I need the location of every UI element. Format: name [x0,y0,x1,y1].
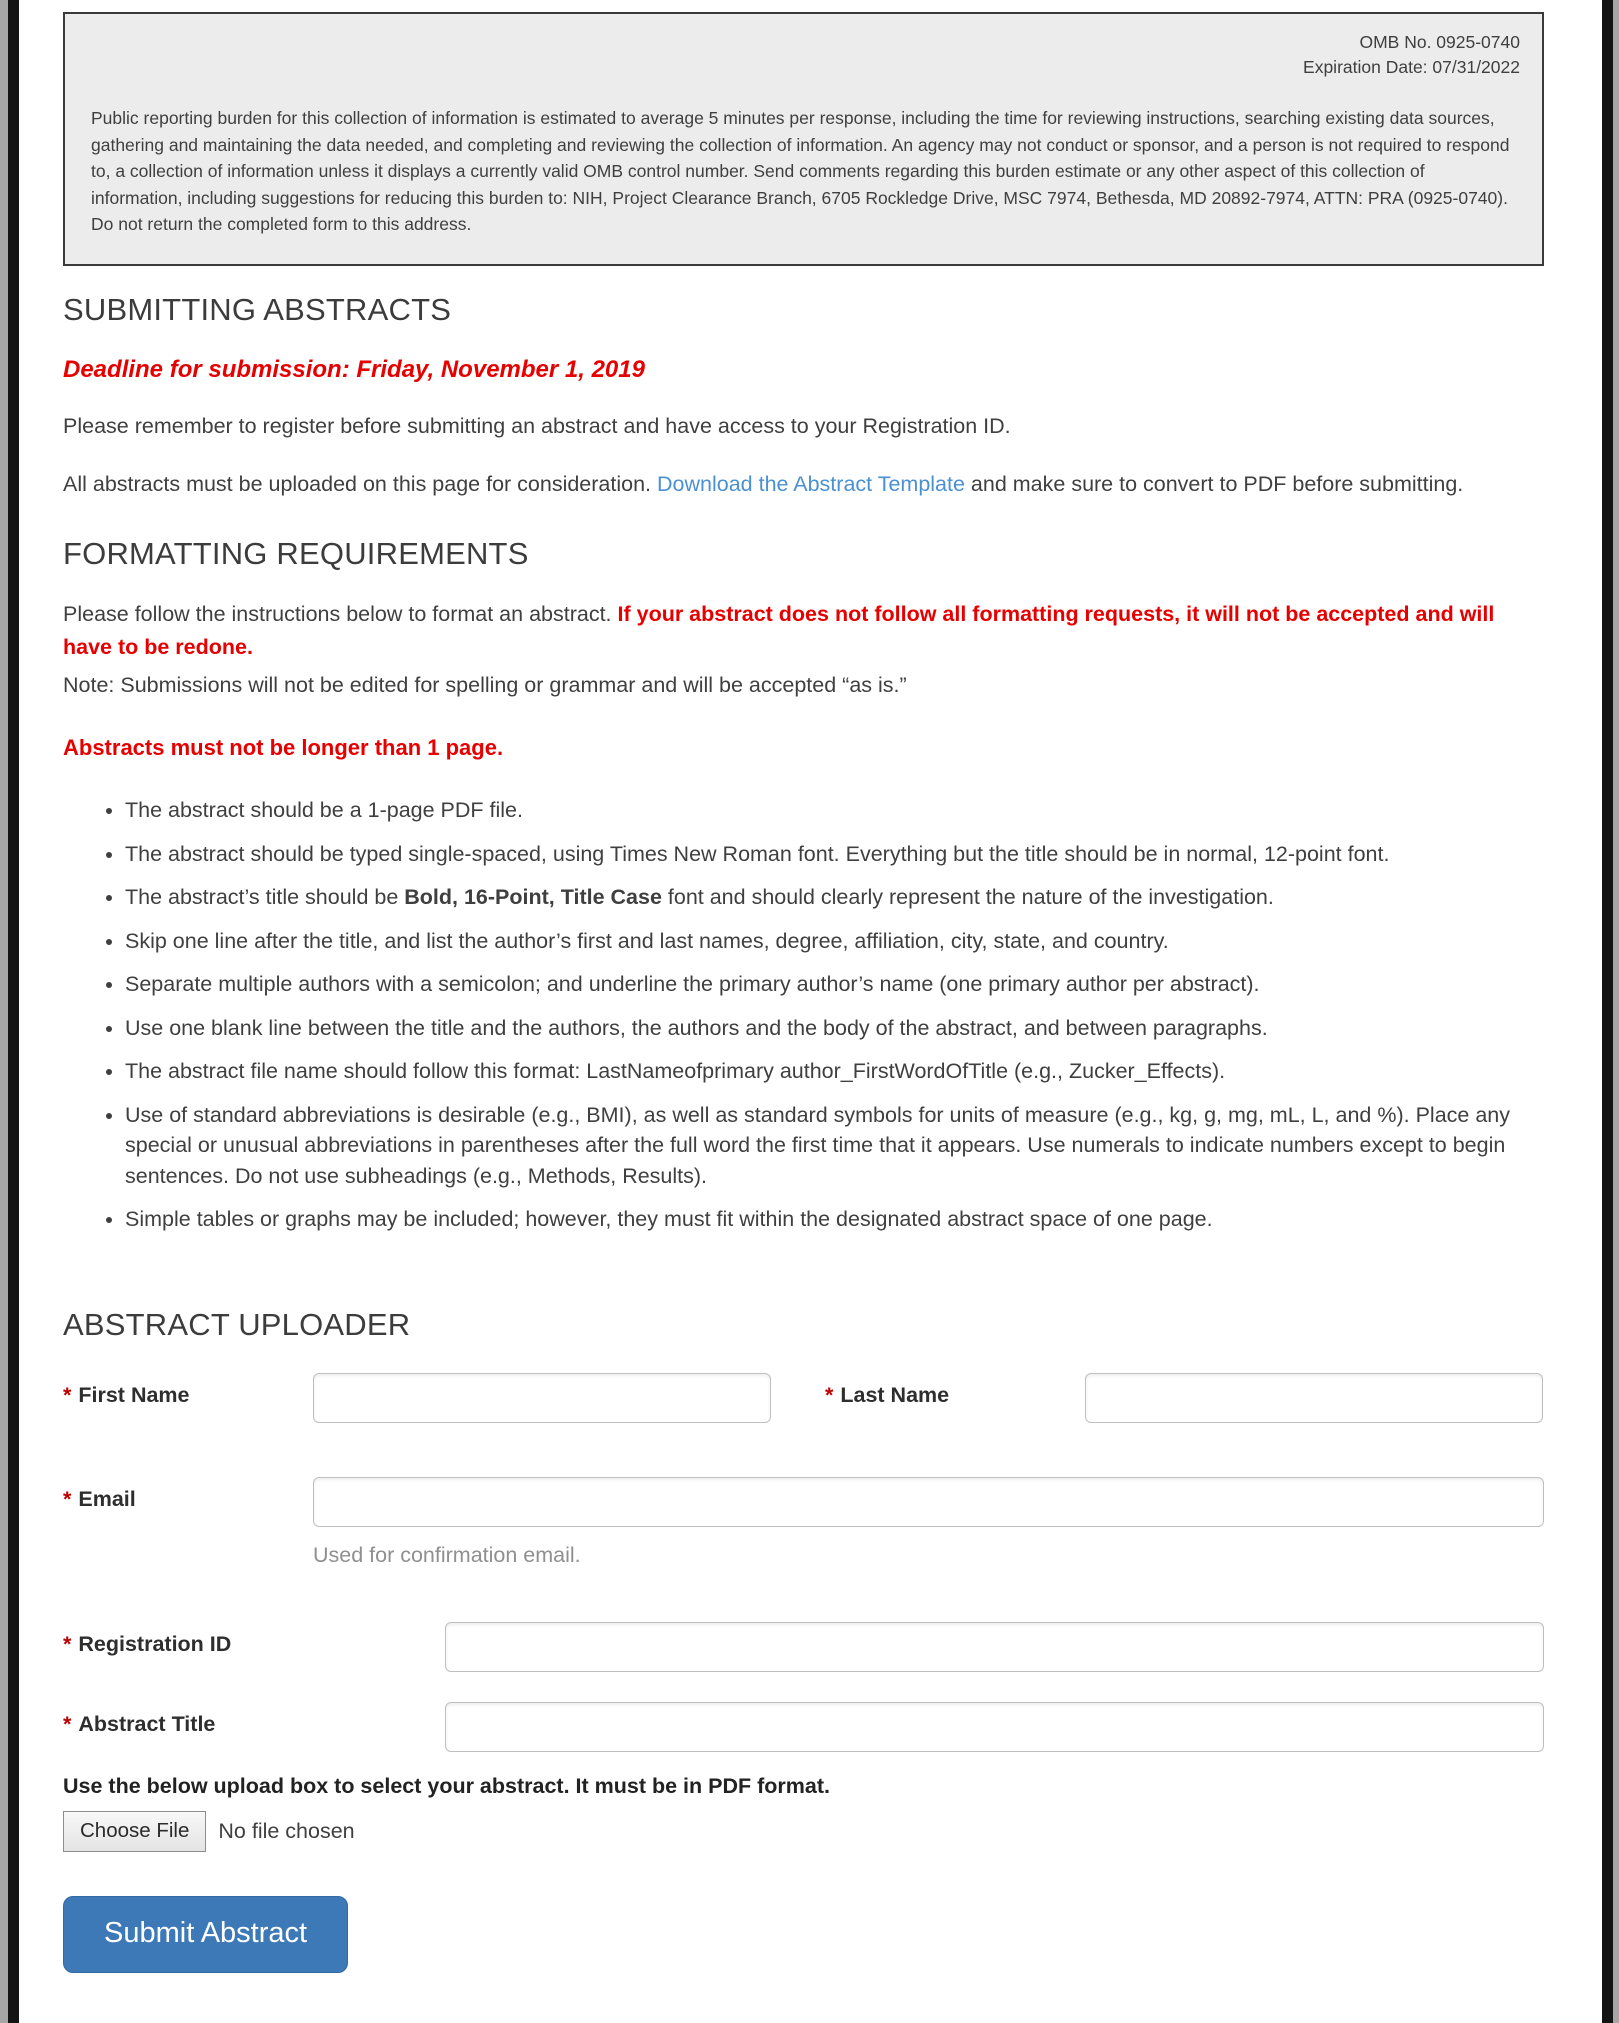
submitting-abstracts-heading: SUBMITTING ABSTRACTS [63,291,452,327]
registration-id-label: * Registration ID [63,1631,232,1656]
list-item: • The abstract’s title should be Bold, 16-Point, Title Case font and should clearly represent the nature of the investigation. [125,882,1544,913]
first-name-label: * First Name [63,1382,190,1407]
required-asterisk: * [63,1711,72,1736]
abstract-title-label: * Abstract Title [63,1711,216,1736]
formatting-instructions-text [63,598,1544,663]
page-limit-warning: Abstracts must not be longer than 1 page. [63,735,504,761]
list-item: • Skip one line after the title, and list the author’s first and last names, degree, affiliation, city, state, and country. [125,926,1544,957]
list-item: • Simple tables or graphs may be included; however, they must fit within the designated abstract space of one page. [125,1204,1544,1235]
list-item: • Separate multiple authors with a semicolon; and underline the primary author’s name (one primary author per abstract). [125,969,1544,1000]
formatting-requirements-heading: FORMATTING REQUIREMENTS [63,536,529,572]
formatting-rules-list [63,795,1544,1235]
abstract-uploader-heading: ABSTRACT UPLOADER [63,1306,411,1342]
omb-notice-box [63,12,1544,266]
file-input [63,1811,1544,1852]
deadline-text: Deadline for submission: Friday, November 1, 2019 [63,355,645,383]
required-asterisk: * [63,1486,72,1511]
omb-burden-statement: Public reporting burden for this collection of information is estimated to average 5 minutes per response, including the time for reviewing instructions, searching existing data sources, gathering and maintaining the data needed, and completing and reviewing the collection of information. An agency may not conduct or sponsor, and a person is not required to respond to, a collection of information unless it displays a currently valid OMB control number. Send comments regarding this burden estimate or any other aspect of this collection of information, including suggestions for reducing this burden to: NIH, Project Clearance Branch, 6705 Rockledge Drive, MSC 7974, Bethesda, MD 20892-7974, ATTN: PRA (0925-0740). Do not return the completed form to this address. [91,108,1510,235]
upload-box-instruction: Use the below upload box to select your abstract. It must be in PDF format. [63,1773,830,1798]
formatting-instructions-pre: Please follow the instructions below to format an abstract. [63,602,618,627]
list-item: • The abstract should be a 1-page PDF file. [125,795,1544,826]
email-helper-text: Used for confirmation email. [313,1542,581,1567]
no-file-chosen-text: No file chosen [218,1818,355,1843]
list-item: • The abstract file name should follow this format: LastNameofprimary author_FirstWordOfTitle (e.g., Zucker_Effects). [125,1056,1544,1087]
list-item: • The abstract should be typed single-spaced, using Times New Roman font. Everything but the title should be in normal, 12-point font. [125,839,1544,870]
last-name-field[interactable] [1085,1373,1543,1423]
registration-id-row [63,1622,1544,1672]
upload-info-text [63,468,1544,500]
page-frame [8,0,1613,2023]
list-item: • Use of standard abbreviations is desirable (e.g., BMI), as well as standard symbols for units of measure (e.g., kg, g, mg, mL, L, and %). Place any special or unusual abbreviations in parentheses after the full word the first time that it appears. Use numerals to indicate numbers except to begin sentences. Do not use subheadings (e.g., Methods, Results). [125,1100,1544,1192]
submissions-note-text: Note: Submissions will not be edited for spelling or grammar and will be accepted “as is.” [63,672,907,697]
omb-meta [91,30,1520,79]
registration-id-field[interactable] [445,1622,1544,1672]
abstract-title-row [63,1702,1544,1752]
required-asterisk: * [825,1382,834,1407]
email-field[interactable] [313,1477,1544,1527]
last-name-label: * Last Name [825,1382,950,1407]
required-asterisk: * [63,1631,72,1656]
bold-title-format: Bold, 16-Point, Title Case [404,885,662,910]
name-row [63,1373,1544,1423]
submit-abstract-button[interactable]: Submit Abstract [63,1896,348,1973]
page-content [19,0,1602,2023]
upload-info-post: and make sure to convert to PDF before submitting. [964,472,1464,497]
first-name-field[interactable] [313,1373,771,1423]
abstract-title-field[interactable] [445,1702,1544,1752]
list-item: • Use one blank line between the title and the authors, the authors and the body of the abstract, and between paragraphs. [125,1013,1544,1044]
formatting-warning-text: If your abstract does not follow all formatting requests, it will not be accepted and will have to be redone. [63,602,1495,659]
omb-expiration-date: Expiration Date: 07/31/2022 [1303,56,1520,77]
email-label: * Email [63,1486,136,1511]
register-reminder-text: Please remember to register before submitting an abstract and have access to your Registration ID. [63,413,1011,438]
required-asterisk: * [63,1382,72,1407]
download-template-link[interactable]: Download the Abstract Template [657,472,965,497]
choose-file-button[interactable]: Choose File [63,1811,206,1852]
email-row [63,1477,1544,1527]
omb-number: OMB No. 0925-0740 [1359,32,1520,52]
upload-info-pre: All abstracts must be uploaded on this page for consideration. [63,472,657,497]
